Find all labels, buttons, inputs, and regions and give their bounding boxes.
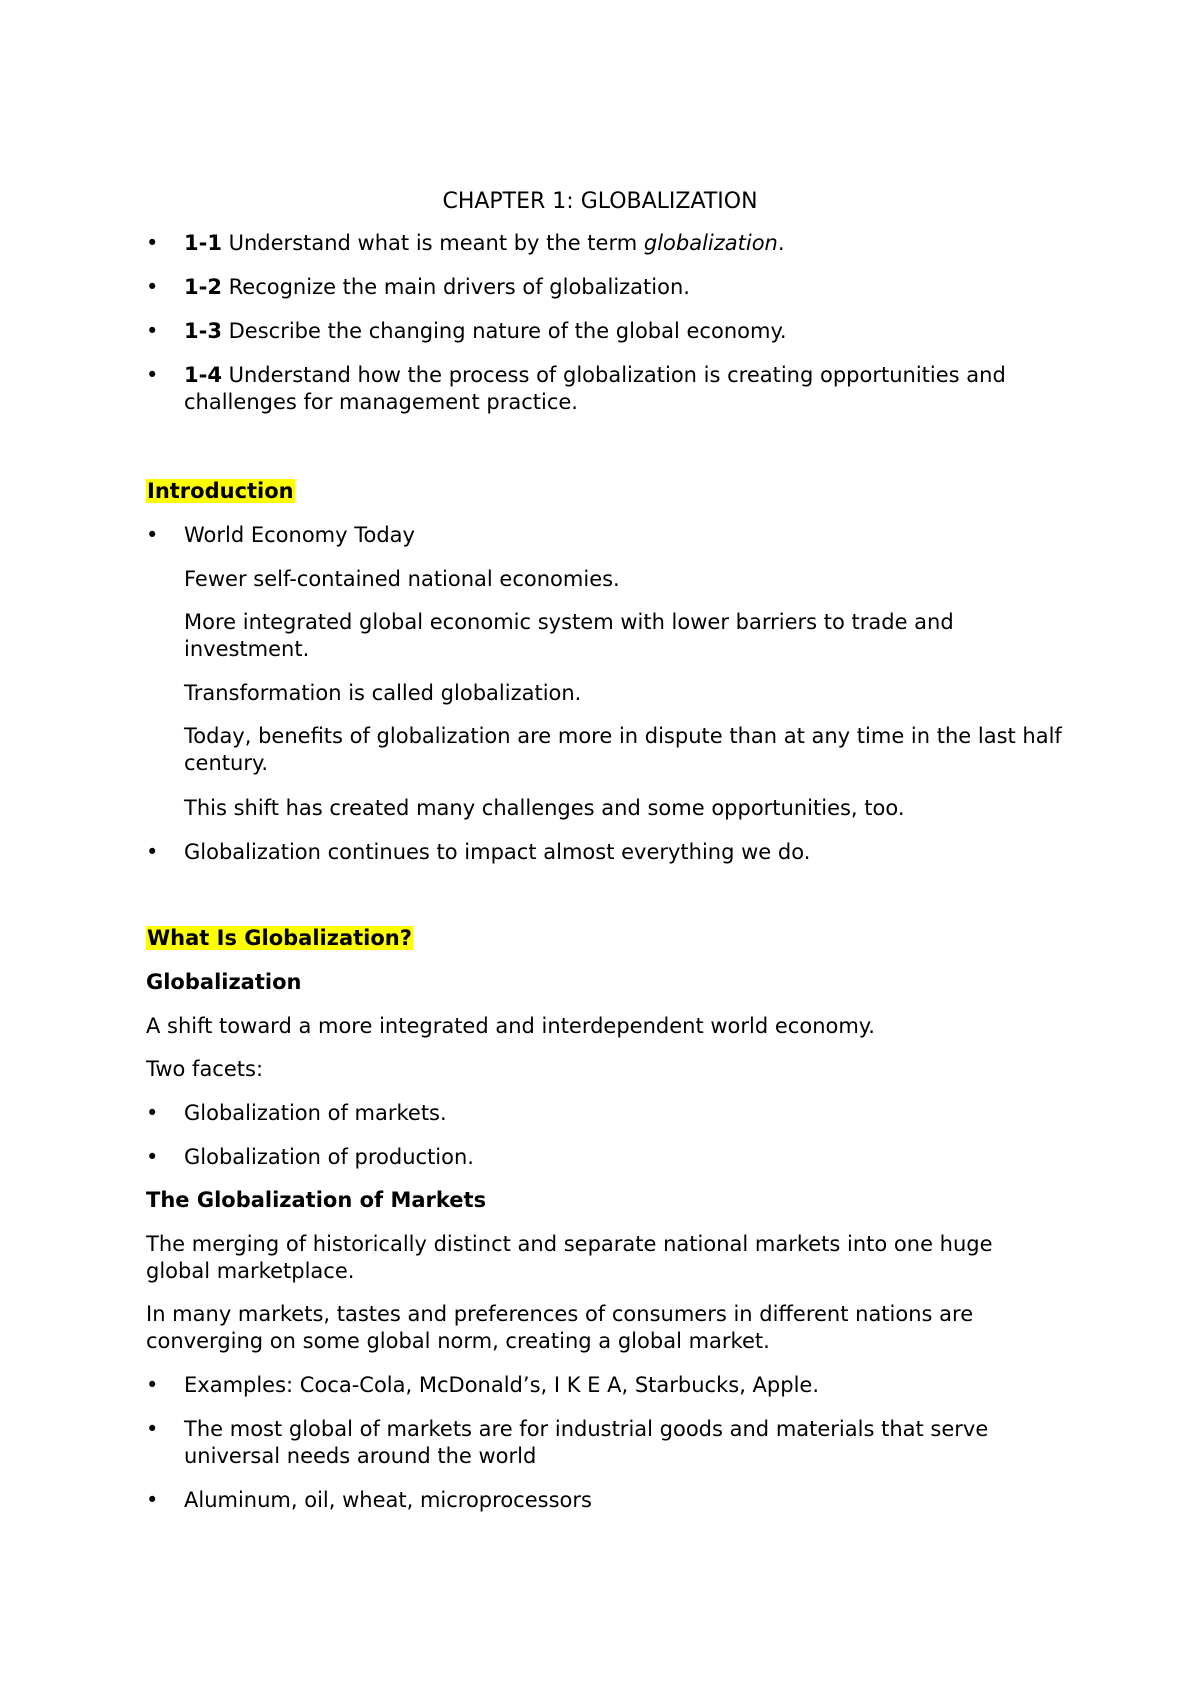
objective-text <box>184 318 1084 345</box>
subheading-markets: The Globalization of Markets <box>146 1188 487 1212</box>
list-item-text: Globalization of production. <box>184 1145 474 1169</box>
objective-body: Understand how the process of globalization is creating opportunities and challenges for management practice. <box>184 363 1006 414</box>
list-item-text: Globalization continues to impact almost everything we do. <box>184 840 811 864</box>
objective-text <box>184 362 1064 416</box>
sub-item: Transformation is called globalization. <box>184 681 582 705</box>
bullet-icon: • <box>146 523 159 547</box>
section-heading-introduction <box>146 478 1086 505</box>
sub-item: More integrated global economic system with lower barriers to trade and investment. <box>184 610 954 661</box>
chapter-title: CHAPTER 1: GLOBALIZATION <box>442 189 758 214</box>
objective-text-before: Understand what is meant by the term <box>221 231 644 255</box>
paragraph: In many markets, tastes and preferences of consumers in different nations are converging on some global norm, creating a global market. <box>146 1302 974 1353</box>
bullet-icon: • <box>146 363 159 387</box>
list-item-text: Aluminum, oil, wheat, microprocessors <box>184 1488 592 1512</box>
bullet-icon: • <box>146 1145 159 1169</box>
objective-number: 1-1 <box>184 231 222 255</box>
bullet-icon: • <box>146 231 159 255</box>
bullet-icon: • <box>146 1373 159 1397</box>
facets-label: Two facets: <box>146 1057 264 1081</box>
bullet-icon: • <box>146 840 159 864</box>
list-item-text: World Economy Today <box>184 523 415 547</box>
objective-body: Recognize the main drivers of globalization. <box>221 275 690 299</box>
sub-item: This shift has created many challenges and some opportunities, too. <box>184 796 905 820</box>
bullet-icon: • <box>146 275 159 299</box>
list-item-text: Examples: Coca-Cola, McDonald’s, I K E A, Starbucks, Apple. <box>184 1373 819 1397</box>
objective-emphasis: globalization <box>643 231 778 255</box>
objective-number: 1-3 <box>184 319 222 343</box>
definition-text: A shift toward a more integrated and interdependent world economy. <box>146 1014 875 1038</box>
sub-item: Fewer self-contained national economies. <box>184 567 620 591</box>
bullet-icon: • <box>146 1488 159 1512</box>
list-item-text: Globalization of markets. <box>184 1101 447 1125</box>
objective-text <box>184 230 1084 257</box>
highlighted-heading: What Is Globalization? <box>147 926 412 950</box>
objective-number: 1-2 <box>184 275 222 299</box>
objective-text-after: . <box>777 231 785 255</box>
section-heading-what-is <box>146 925 1086 952</box>
list-item-text: The most global of markets are for industrial goods and materials that serve universal needs around the world <box>184 1417 989 1468</box>
objective-body: Describe the changing nature of the global economy. <box>221 319 787 343</box>
highlighted-heading: Introduction <box>147 479 294 503</box>
bullet-icon: • <box>146 319 159 343</box>
subheading-globalization: Globalization <box>146 970 302 994</box>
bullet-icon: • <box>146 1101 159 1125</box>
paragraph: The merging of historically distinct and separate national markets into one huge global marketplace. <box>146 1232 993 1283</box>
objective-text <box>184 274 1084 301</box>
bullet-icon: • <box>146 1417 159 1441</box>
objective-number: 1-4 <box>184 363 222 387</box>
sub-item: Today, benefits of globalization are more in dispute than at any time in the last half century. <box>184 724 1062 775</box>
